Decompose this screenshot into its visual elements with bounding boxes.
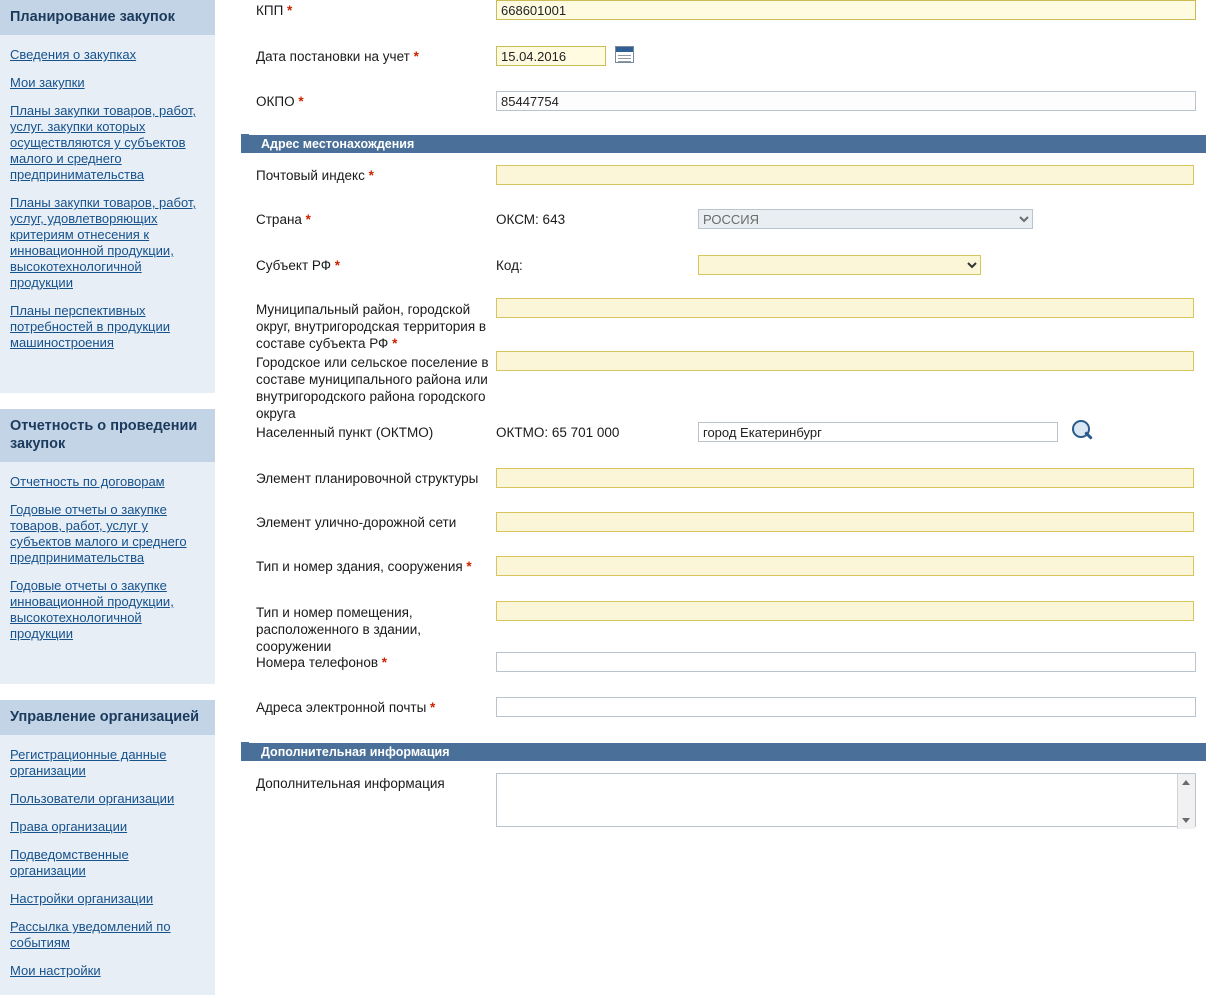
sidebar-item-org-settings[interactable]: Настройки организации: [10, 891, 154, 906]
label-registration-date: Дата постановки на учет *: [256, 49, 419, 64]
sidebar-item-purchase-info[interactable]: Сведения о закупках: [10, 47, 137, 62]
field-row-emails: [233, 697, 1198, 717]
sidebar-item-my-purchases[interactable]: Мои закупки: [10, 75, 85, 90]
settlement-area-input[interactable]: [496, 351, 1194, 371]
sidebar-item-annual-smp-reports[interactable]: Годовые отчеты о закупке товаров, работ, услуг у субъектов малого и среднего предпринимательства: [10, 502, 187, 565]
field-row-settlement-area: [233, 351, 1198, 422]
required-marker: *: [294, 94, 304, 109]
label-region: Субъект РФ *: [256, 258, 341, 273]
sidebar-item-org-users[interactable]: Пользователи организации: [10, 791, 175, 806]
sidebar-spacer-2: [0, 648, 215, 674]
building-input[interactable]: [496, 556, 1194, 576]
required-marker: *: [388, 336, 398, 351]
field-row-municipal: [233, 298, 1198, 352]
sidebar-item-subordinate-orgs[interactable]: Подведомственные организации: [10, 847, 129, 878]
label-settlement-area: Городское или сельское поселение в составе муниципального района или внутригородского района городского округа: [256, 355, 489, 421]
scroll-down-arrow-icon[interactable]: [1178, 812, 1195, 829]
field-row-country: [233, 209, 1198, 229]
sidebar-gap-2: [0, 684, 215, 700]
required-marker: *: [364, 168, 374, 183]
sidebar: [0, 0, 215, 978]
label-municipal: Муниципальный район, городской округ, внутригородская территория в составе субъекта РФ *: [256, 302, 487, 351]
sidebar-item-org-rights[interactable]: Права организации: [10, 819, 128, 834]
field-row-street-element: [233, 512, 1198, 532]
label-phones: Номера телефонов *: [256, 655, 388, 670]
label-additional-info: Дополнительная информация: [256, 776, 445, 791]
sidebar-item-smp-plans[interactable]: Планы закупки товаров, работ, услуг. закупки которых осуществляются у субъектов малого и среднего предпринимательства: [10, 103, 197, 182]
emails-input[interactable]: [496, 697, 1196, 717]
field-row-kpp: [233, 0, 1198, 20]
scroll-up-arrow-icon[interactable]: [1178, 774, 1195, 791]
label-emails: Адреса электронной почты *: [256, 700, 436, 715]
field-row-phones: [233, 652, 1198, 672]
locality-input[interactable]: [698, 422, 1058, 442]
required-marker: *: [409, 49, 419, 64]
field-row-planning-element: [233, 468, 1198, 488]
field-row-registration-date: [233, 46, 1198, 66]
sidebar-item-my-settings[interactable]: Мои настройки: [10, 963, 101, 978]
postal-index-input[interactable]: [496, 165, 1194, 185]
sidebar-item-org-registration-data[interactable]: Регистрационные данные организации: [10, 747, 167, 778]
field-row-premise: [233, 601, 1198, 655]
label-locality: Населенный пункт (ОКТМО): [256, 425, 434, 440]
required-marker: *: [378, 655, 388, 670]
street-element-input[interactable]: [496, 512, 1194, 532]
label-okpo: ОКПО *: [256, 94, 304, 109]
additional-info-textarea[interactable]: [496, 773, 1196, 827]
field-row-additional-info: [233, 773, 1198, 830]
okpo-input[interactable]: [496, 91, 1196, 111]
field-row-locality: [233, 422, 1198, 443]
planning-element-input[interactable]: [496, 468, 1194, 488]
textarea-scrollbar[interactable]: [1177, 774, 1195, 829]
search-icon-handle: [1084, 431, 1092, 439]
premise-input[interactable]: [496, 601, 1194, 621]
section-additional: [241, 742, 1206, 761]
label-kpp: КПП *: [256, 3, 293, 18]
country-code-text: ОКСМ: 643: [496, 212, 566, 227]
sidebar-section-title-reporting: Отчетность о проведении закупок: [0, 409, 215, 462]
sidebar-item-contract-reporting[interactable]: Отчетность по договорам: [10, 474, 165, 489]
section-title-additional: Дополнительная информация: [249, 742, 1206, 761]
sidebar-panel-org-management: [0, 735, 215, 995]
sidebar-section-title-planning: Планирование закупок: [0, 0, 215, 35]
required-marker: *: [283, 3, 293, 18]
label-premise: Тип и номер помещения, расположенного в здании, сооружении: [256, 605, 422, 654]
section-address: [241, 134, 1206, 153]
sidebar-section-title-org-management: Управление организацией: [0, 700, 215, 735]
sidebar-spacer-1: [0, 357, 215, 383]
search-icon[interactable]: [1070, 419, 1094, 443]
phones-input[interactable]: [496, 652, 1196, 672]
municipal-input[interactable]: [496, 298, 1194, 318]
label-building: Тип и номер здания, сооружения *: [256, 559, 472, 574]
registration-date-input[interactable]: [496, 46, 606, 66]
kpp-input[interactable]: [496, 0, 1196, 20]
sidebar-item-event-notifications[interactable]: Рассылка уведомлений по событиям: [10, 919, 171, 950]
sidebar-gap-1: [0, 393, 215, 409]
calendar-icon[interactable]: [615, 46, 634, 63]
field-row-region: [233, 255, 1198, 275]
sidebar-item-annual-innovation-reports[interactable]: Годовые отчеты о закупке инновационной продукции, высокотехнологичной продукции: [10, 578, 174, 641]
region-code-label: Код:: [496, 258, 523, 273]
registration-form: [233, 0, 1198, 849]
field-row-okpo: [233, 91, 1198, 111]
label-planning-element: Элемент планировочной структуры: [256, 471, 479, 486]
region-select[interactable]: [698, 255, 981, 275]
field-row-postal-index: [233, 165, 1198, 185]
required-marker: *: [426, 700, 436, 715]
required-marker: *: [301, 212, 311, 227]
label-street-element: Элемент улично-дорожной сети: [256, 515, 457, 530]
country-select[interactable]: [698, 209, 1033, 229]
sidebar-item-innovation-plans[interactable]: Планы закупки товаров, работ, услуг, удовлетворяющих критериям отнесения к инновационной продукции, высокотехнологичной продукции: [10, 195, 197, 290]
oktmo-code-text: ОКТМО: 65 701 000: [496, 425, 620, 440]
required-marker: *: [462, 559, 472, 574]
additional-info-textarea-wrap: [496, 773, 1196, 830]
field-row-building: [233, 556, 1198, 576]
sidebar-item-machinery-plans[interactable]: Планы перспективных потребностей в продукции машиностроения: [10, 303, 170, 350]
label-postal-index: Почтовый индекс *: [256, 168, 374, 183]
section-title-address: Адрес местонахождения: [249, 134, 1206, 153]
label-country: Страна *: [256, 212, 311, 227]
required-marker: *: [331, 258, 341, 273]
sidebar-panel-reporting: [0, 462, 215, 684]
sidebar-panel-planning: [0, 35, 215, 393]
